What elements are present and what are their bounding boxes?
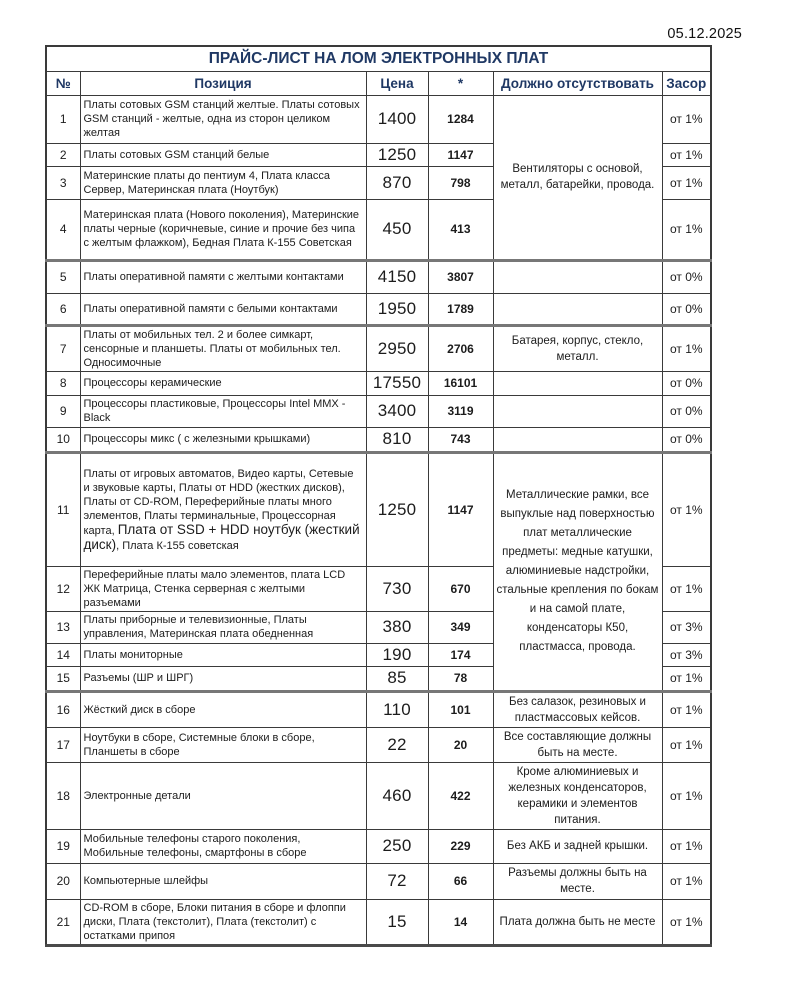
price-cell: 1400 (366, 95, 428, 143)
zasor-cell: от 0% (662, 427, 711, 452)
position-cell: Процессоры пластиковые, Процессоры Intel MMX - Black (80, 395, 366, 427)
row-number: 14 (46, 643, 80, 666)
zasor-cell: от 1% (662, 666, 711, 691)
price-cell: 460 (366, 762, 428, 829)
absent-cell: Батарея, корпус, стекло, металл. (493, 325, 662, 371)
price-cell: 22 (366, 727, 428, 762)
header-row (46, 71, 711, 95)
star-cell: 174 (428, 643, 493, 666)
row-number: 13 (46, 611, 80, 643)
absent-cell (493, 293, 662, 325)
zasor-cell: от 1% (662, 691, 711, 727)
price-cell: 1250 (366, 143, 428, 166)
position-cell: Переферийные платы мало элементов, плата LCD ЖК Матрица, Стенка серверная с желтыми разъемами (80, 566, 366, 611)
table-row (46, 325, 711, 371)
absent-cell: Разъемы должны быть на месте. (493, 863, 662, 899)
row-number: 17 (46, 727, 80, 762)
table-row (46, 260, 711, 293)
table-row (46, 395, 711, 427)
price-cell: 190 (366, 643, 428, 666)
position-cell: Материнская плата (Нового поколения), Материнские платы черные (коричневые, синие и прочие без чипа с желтым флажком), Бедная Плата К-155 Советская (80, 199, 366, 260)
table-row (46, 95, 711, 143)
zasor-cell: от 1% (662, 863, 711, 899)
zasor-cell: от 1% (662, 829, 711, 863)
price-cell: 4150 (366, 260, 428, 293)
row-number: 12 (46, 566, 80, 611)
absent-cell: Без салазок, резиновых и пластмассовых кейсов. (493, 691, 662, 727)
price-cell: 730 (366, 566, 428, 611)
absent-cell: Вентиляторы с основой, металл, батарейки, провода. (493, 95, 662, 260)
star-cell: 413 (428, 199, 493, 260)
position-cell: Жёсткий диск в сборе (80, 691, 366, 727)
title-row (46, 46, 711, 71)
price-cell: 2950 (366, 325, 428, 371)
table-row (46, 727, 711, 762)
position-cell: Платы приборные и телевизионные, Платы управления, Материнская плата обедненная (80, 611, 366, 643)
column-header-absent: Должно отсутствовать (493, 71, 662, 95)
star-cell: 101 (428, 691, 493, 727)
row-number: 1 (46, 95, 80, 143)
row-number: 7 (46, 325, 80, 371)
row-number: 8 (46, 371, 80, 395)
column-header-price: Цена (366, 71, 428, 95)
absent-cell (493, 395, 662, 427)
position-cell (80, 452, 366, 566)
star-cell: 3807 (428, 260, 493, 293)
table-row (46, 829, 711, 863)
row-number: 2 (46, 143, 80, 166)
zasor-cell: от 1% (662, 95, 711, 143)
price-cell: 1250 (366, 452, 428, 566)
price-cell: 870 (366, 166, 428, 199)
zasor-cell: от 1% (662, 143, 711, 166)
star-cell: 349 (428, 611, 493, 643)
absent-cell (493, 260, 662, 293)
zasor-cell: от 1% (662, 727, 711, 762)
zasor-cell: от 0% (662, 293, 711, 325)
row-number: 4 (46, 199, 80, 260)
position-text-large: Плата от SSD + HDD ноутбук (жесткий диск) (83, 521, 360, 552)
star-cell: 670 (428, 566, 493, 611)
price-cell: 1950 (366, 293, 428, 325)
zasor-cell: от 1% (662, 325, 711, 371)
price-cell: 810 (366, 427, 428, 452)
price-cell: 110 (366, 691, 428, 727)
star-cell: 798 (428, 166, 493, 199)
absent-cell: Плата должна быть не месте (493, 899, 662, 945)
price-cell: 17550 (366, 371, 428, 395)
star-cell: 1147 (428, 143, 493, 166)
position-cell: Электронные детали (80, 762, 366, 829)
star-cell: 1147 (428, 452, 493, 566)
table-row (46, 863, 711, 899)
zasor-cell: от 1% (662, 166, 711, 199)
row-number: 19 (46, 829, 80, 863)
position-cell: Платы оперативной памяти с белыми контактами (80, 293, 366, 325)
position-cell: Платы сотовых GSM станций желтые. Платы сотовых GSM станций - желтые, одна из сторон целиком желтая (80, 95, 366, 143)
star-cell: 3119 (428, 395, 493, 427)
column-header-num: № (46, 71, 80, 95)
position-cell: Процессоры микс ( с железными крышками) (80, 427, 366, 452)
price-list-table (45, 45, 712, 947)
star-cell: 14 (428, 899, 493, 945)
position-cell: Разъемы (ШР и ШРГ) (80, 666, 366, 691)
star-cell: 2706 (428, 325, 493, 371)
star-cell: 743 (428, 427, 493, 452)
price-cell: 15 (366, 899, 428, 945)
position-cell: Платы оперативной памяти с желтыми контактами (80, 260, 366, 293)
absent-cell: Кроме алюминиевых и железных конденсаторов, керамики и элементов питания. (493, 762, 662, 829)
star-cell: 78 (428, 666, 493, 691)
star-cell: 66 (428, 863, 493, 899)
absent-cell: Все составляющие должны быть на месте. (493, 727, 662, 762)
star-cell: 16101 (428, 371, 493, 395)
zasor-cell: от 1% (662, 452, 711, 566)
position-text: Платы от игровых автоматов, Видео карты, Сетевые и звуковые карты, Платы от HDD (жестких дисков), Платы от CD-ROM, Переферийные платы много элементов, Платы терминальные, Процессорная карта, (83, 467, 354, 537)
position-cell: Процессоры керамические (80, 371, 366, 395)
absent-cell (493, 427, 662, 452)
row-number: 3 (46, 166, 80, 199)
position-cell: CD-ROM в сборе, Блоки питания в сборе и флоппи диски, Плата (текстолит), Плата (текстолит) с остатками припоя (80, 899, 366, 945)
zasor-cell: от 3% (662, 611, 711, 643)
table-row (46, 371, 711, 395)
star-cell: 1284 (428, 95, 493, 143)
price-cell: 450 (366, 199, 428, 260)
column-header-zasor: Засор (662, 71, 711, 95)
row-number: 10 (46, 427, 80, 452)
zasor-cell: от 1% (662, 762, 711, 829)
table-row (46, 452, 711, 566)
document-date: 05.12.2025 (667, 26, 742, 42)
zasor-cell: от 1% (662, 566, 711, 611)
position-cell: Платы мониторные (80, 643, 366, 666)
position-cell: Материнские платы до пентиум 4, Плата класса Сервер, Материнская плата (Ноутбук) (80, 166, 366, 199)
price-cell: 3400 (366, 395, 428, 427)
row-number: 9 (46, 395, 80, 427)
absent-cell (493, 371, 662, 395)
zasor-cell: от 0% (662, 371, 711, 395)
column-header-star: * (428, 71, 493, 95)
table-row (46, 762, 711, 829)
row-number: 11 (46, 452, 80, 566)
zasor-cell: от 3% (662, 643, 711, 666)
position-cell: Платы сотовых GSM станций белые (80, 143, 366, 166)
absent-cell: Металлические рамки, все выпуклые над поверхностью плат металлические предметы: медные катушки, алюминиевые надстройки, стальные крепления по бокам и на самой плате, конденсаторы К50, пластмасса, провода. (493, 452, 662, 691)
star-cell: 20 (428, 727, 493, 762)
star-cell: 229 (428, 829, 493, 863)
row-number: 5 (46, 260, 80, 293)
row-number: 20 (46, 863, 80, 899)
table-row (46, 899, 711, 945)
zasor-cell: от 1% (662, 199, 711, 260)
column-header-position: Позиция (80, 71, 366, 95)
row-number: 18 (46, 762, 80, 829)
position-cell: Ноутбуки в сборе, Системные блоки в сборе, Планшеты в сборе (80, 727, 366, 762)
table-row (46, 427, 711, 452)
page-title: ПРАЙС-ЛИСТ НА ЛОМ ЭЛЕКТРОННЫХ ПЛАТ (46, 46, 711, 71)
price-cell: 72 (366, 863, 428, 899)
price-cell: 85 (366, 666, 428, 691)
position-cell: Компьютерные шлейфы (80, 863, 366, 899)
row-number: 21 (46, 899, 80, 945)
position-text: , Плата К-155 советская (116, 539, 239, 552)
price-cell: 380 (366, 611, 428, 643)
table-row (46, 293, 711, 325)
position-cell: Мобильные телефоны старого поколения, Мобильные телефоны, смартфоны в сборе (80, 829, 366, 863)
zasor-cell: от 0% (662, 395, 711, 427)
zasor-cell: от 1% (662, 899, 711, 945)
absent-cell: Без АКБ и задней крышки. (493, 829, 662, 863)
star-cell: 1789 (428, 293, 493, 325)
price-cell: 250 (366, 829, 428, 863)
row-number: 15 (46, 666, 80, 691)
table-row (46, 691, 711, 727)
row-number: 6 (46, 293, 80, 325)
row-number: 16 (46, 691, 80, 727)
position-cell: Платы от мобильных тел. 2 и более симкарт, сенсорные и планшеты. Платы от мобильных тел. Односимочные (80, 325, 366, 371)
zasor-cell: от 0% (662, 260, 711, 293)
star-cell: 422 (428, 762, 493, 829)
